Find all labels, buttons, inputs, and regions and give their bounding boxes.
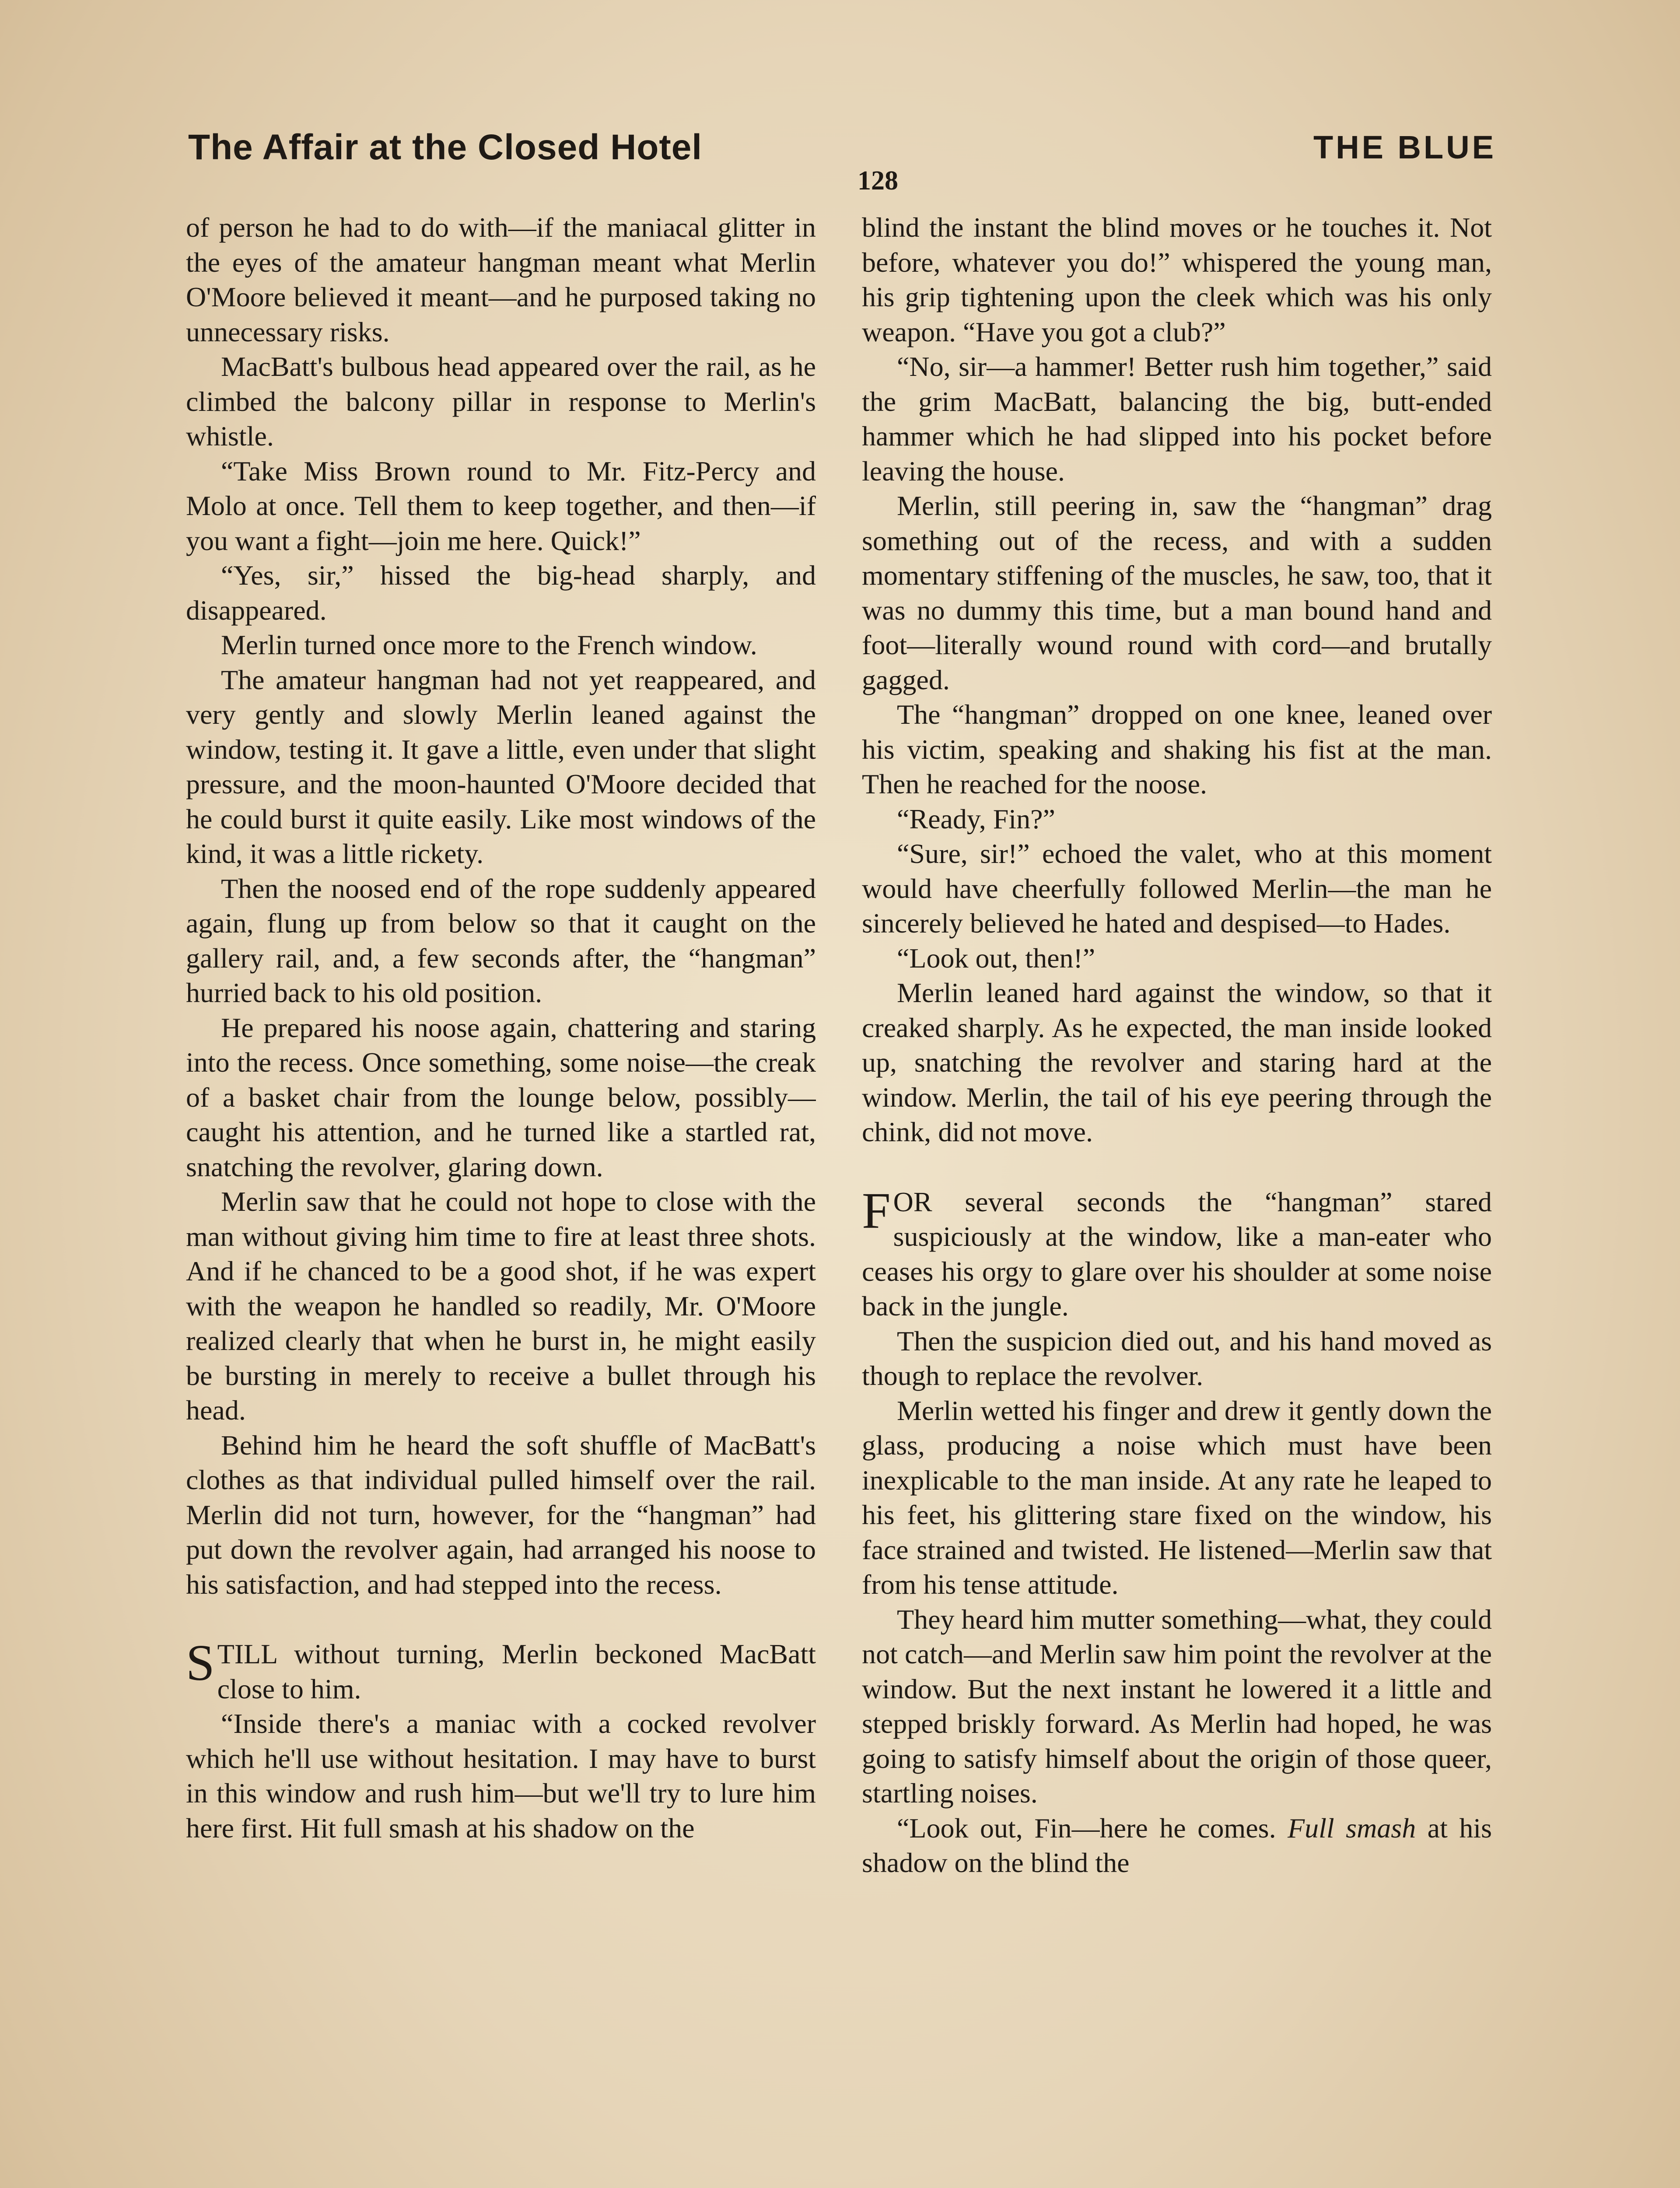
page-number: 128 (858, 166, 898, 196)
paragraph-section-start (186, 1634, 816, 1706)
section-break (186, 1602, 816, 1637)
paragraph: “Inside there's a maniac with a cocked revolver which he'll use without hesitation. I may have to burst in this window and rush him—but we'll try to lure him here first. Hit full smash at his shadow on the (186, 1708, 816, 1844)
paragraph: “Look out, then!” (897, 942, 1096, 974)
right-column (862, 210, 1492, 2188)
small-caps-lead: TILL (217, 1638, 277, 1669)
paragraph: “Yes, sir,” hissed the big-head sharply, and disappeared. (186, 560, 816, 626)
paragraph: blind the instant the blind moves or he touches it. Not before, whatever you do!” whispered the young man, his grip tightening upon the cleek which was his only weapon. “Have you got a club?” (862, 212, 1492, 347)
paragraph-text: “Look out, Fin—here he comes. (897, 1812, 1288, 1844)
paragraph: Behind him he heard the soft shuffle of MacBatt's clothes as that individual pulled himself over the rail. Merlin did not turn, however, for the “hangman” had put down the revolver again, had arranged his noose to his satisfaction, and had stepped into the recess. (186, 1429, 816, 1600)
story-title: The Affair at the Closed Hotel (188, 127, 703, 167)
left-column (186, 210, 816, 2188)
magazine-name: THE BLUE (1313, 129, 1496, 165)
paragraph: The amateur hangman had not yet reappeared, and very gently and slowly Merlin leaned against the window, testing it. It gave a little, even under that slight pressure, and the moon-haunted O'Moore decided that he could burst it quite easily. Like most windows of the kind, it was a little rickety. (186, 664, 816, 869)
italic-text: Full smash (1288, 1812, 1416, 1844)
paragraph: They heard him mutter something—what, they could not catch—and Merlin saw him point the revolver at the window. But the next instant he lowered it a little and stepped briskly forward. As Merlin had hoped, he was going to satisfy himself about the origin of those queer, startling noises. (862, 1603, 1492, 1809)
paragraph: Merlin leaned hard against the window, so that it creaked sharply. As he expected, the man inside looked up, snatching the revolver and staring hard at the window. Merlin, the tail of his eye peering through the chink, did not move. (862, 977, 1492, 1147)
paragraph: “Ready, Fin?” (897, 803, 1055, 835)
paragraph: “No, sir—a hammer! Better rush him together,” said the grim MacBatt, balancing the big, butt-ended hammer which he had slipped into his pocket before leaving the house. (862, 351, 1492, 487)
paragraph: Merlin, still peering in, saw the “hangman” drag something out of the recess, and with a sudden momentary stiffening of the muscles, he saw, too, that it was no dummy this time, but a man bound hand and foot—literally wound round with cord—and brutally gagged. (862, 490, 1492, 695)
paragraph: Then the noosed end of the rope suddenly appeared again, flung up from below so that it caught on the gallery rail, and, a few seconds after, the “hangman” hurried back to his old position. (186, 873, 816, 1008)
paragraph: He prepared his noose again, chattering and staring into the recess. Once something, some noise—the creak of a basket chair from the lounge below, possibly—caught his attention, and he turned like a startled rat, snatching the revolver, glaring down. (186, 1012, 816, 1182)
paragraph-text: at his shadow on the blind the (862, 1812, 1492, 1878)
drop-cap: F (862, 1182, 891, 1239)
drop-cap: S (186, 1634, 215, 1691)
paragraph: “Take Miss Brown round to Mr. Fitz-Percy and Molo at once. Tell them to keep together, and then—if you want a fight—join me here. Quick!” (186, 455, 816, 556)
paragraph: Merlin wetted his finger and drew it gently down the glass, producing a noise which must have been inexplicable to the man inside. At any rate he leaped to his feet, his glittering stare fixed on the window, his face strained and twisted. He listened—Merlin saw that from his tense attitude. (862, 1395, 1492, 1600)
running-header (188, 118, 1496, 188)
paragraph (862, 1811, 1492, 1880)
paragraph: Merlin saw that he could not hope to close with the man without giving him time to fire at least three shots. And if he chanced to be a good shot, if he was expert with the weapon he handled so readily, Mr. O'Moore realized clearly that when he burst in, he might easily be bursting in merely to receive a bullet through his head. (186, 1186, 816, 1426)
paragraph: MacBatt's bulbous head appeared over the rail, as he climbed the balcony pillar in response to Merlin's whistle. (186, 351, 816, 452)
paragraph: of person he had to do with—if the maniacal glitter in the eyes of the amateur hangman meant what Merlin O'Moore believed it meant—and he purposed taking no unnecessary risks. (186, 212, 816, 347)
section-break (862, 1150, 1492, 1185)
small-caps-lead: OR (893, 1186, 932, 1217)
paragraph: Then the suspicion died out, and his hand moved as though to replace the revolver. (862, 1325, 1492, 1391)
paragraph: “Sure, sir!” echoed the valet, who at this moment would have cheerfully followed Merlin—the man he sincerely believed he hated and despised—to Hades. (862, 838, 1492, 939)
paragraph-text: several seconds the “hangman” stared suspiciously at the window, like a man-eater who ceases his orgy to glare over his shoulder at some noise back in the jungle. (862, 1186, 1492, 1322)
paragraph-section-start (862, 1182, 1492, 1324)
paragraph: The “hangman” dropped on one knee, leaned over his victim, speaking and shaking his fist at the man. Then he reached for the noose. (862, 699, 1492, 799)
paragraph-text: without turning, Merlin beckoned MacBatt close to him. (217, 1638, 816, 1704)
paragraph: Merlin turned once more to the French window. (221, 629, 757, 660)
